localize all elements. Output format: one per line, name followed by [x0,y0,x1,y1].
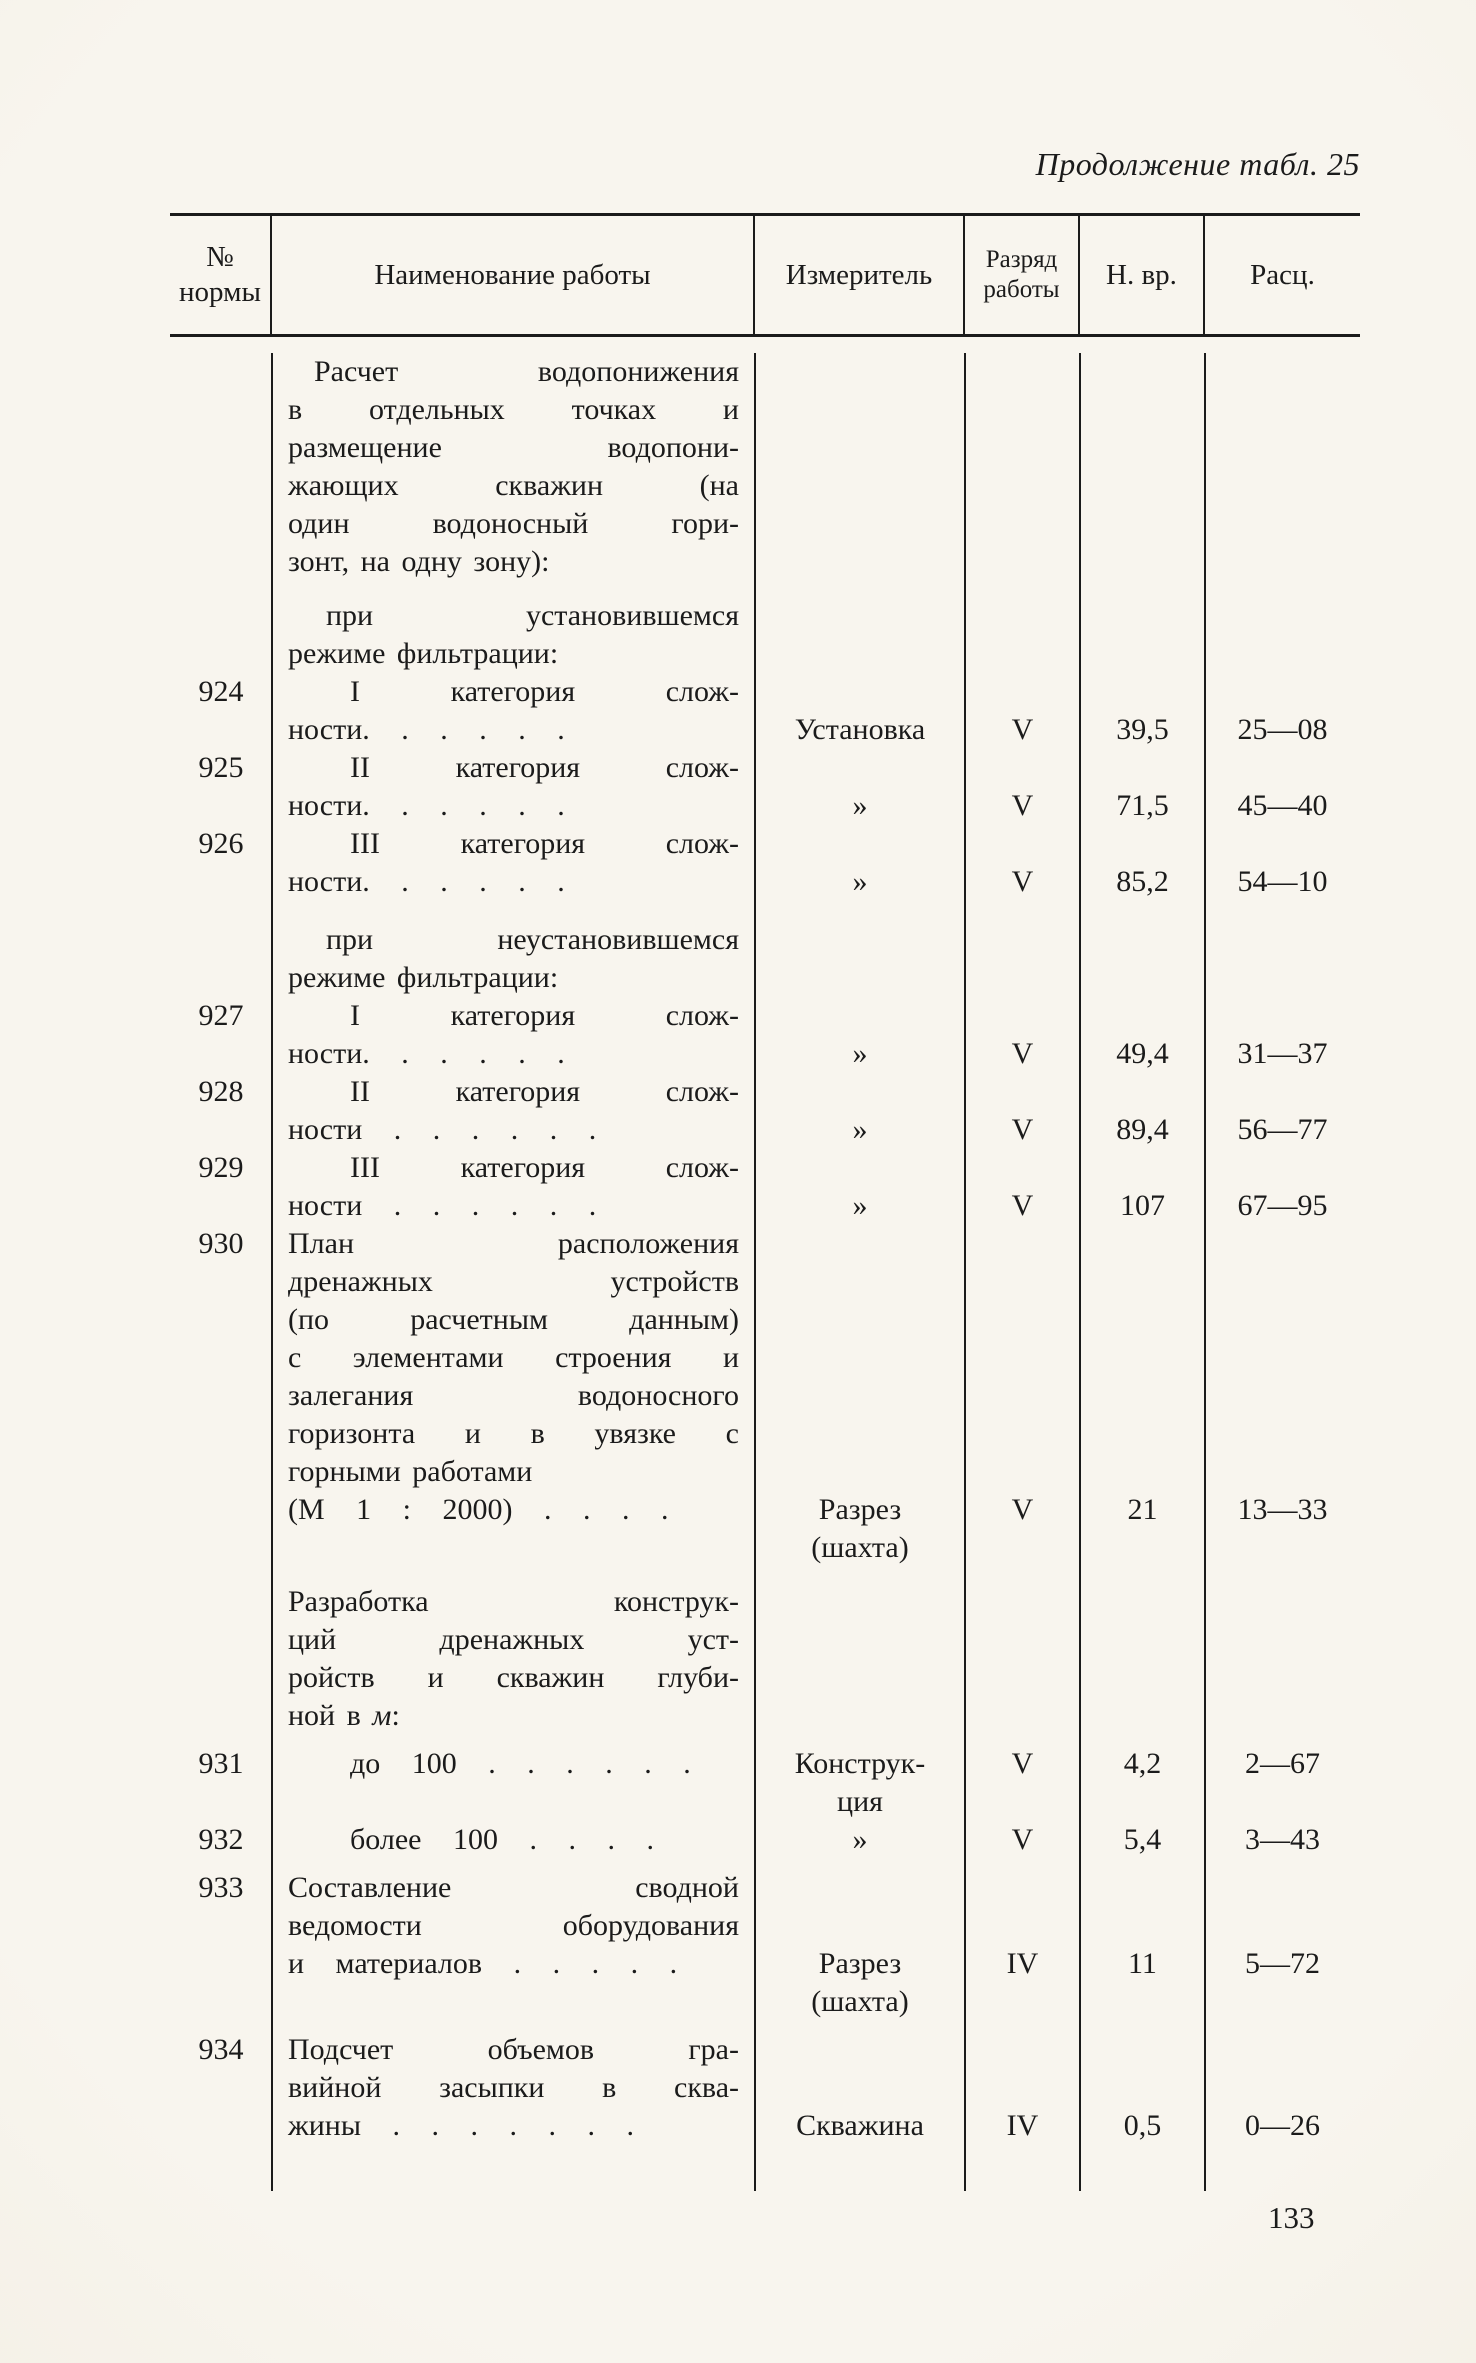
grade-cell: IV [1006,2109,1039,2142]
table-row [170,1149,1360,1225]
work-name [272,1073,755,1149]
norm-number: 928 [198,1075,244,1108]
work-name [272,1869,755,1983]
work-name-line: до 100 . . . . . . [350,1747,691,1780]
work-name-line: ций дренажных уст- [288,1623,739,1656]
norms-table [170,213,1360,2191]
work-name-line: более 100 . . . . [350,1823,654,1856]
time-cell: 85,2 [1116,865,1169,898]
header-norm-number-line2: нормы [179,276,261,308]
table-row [170,1073,1360,1149]
time-cell: 0,5 [1123,2109,1162,2142]
time-cell: 49,4 [1116,1037,1169,1070]
column-rule-3 [964,353,966,2191]
rate-cell: 67—95 [1237,1189,1328,1222]
work-name [272,921,755,997]
work-name [272,673,755,749]
grade-cell: V [1011,1823,1034,1856]
unit-line: (шахта) [811,1531,909,1564]
work-name-line: (М 1 : 2000) . . . . [288,1493,669,1526]
unit-line: Разрез [818,1947,902,1980]
unit-line: ция [837,1785,883,1818]
time-cell: 39,5 [1116,713,1169,746]
table-row [170,825,1360,901]
work-name-line: режиме фильтрации: [288,961,559,994]
work-name-line: горизонта и в увязке с [288,1417,739,1450]
unit-line: Скважина [796,2109,924,2142]
time-cell: 5,4 [1123,1823,1162,1856]
work-name-line: II категория слож- [350,1075,739,1108]
work-name [272,997,755,1073]
work-name [272,1745,755,1783]
ditto-mark: » [852,1037,868,1070]
page-number: 133 [1268,2200,1315,2235]
unit-cell [755,1491,965,1567]
header-time-norm-label: Н. вр. [1106,258,1177,291]
rate-cell: 13—33 [1237,1493,1328,1526]
work-name [272,825,755,901]
grade-cell: V [1011,1113,1034,1146]
work-name-line: ведомости оборудования [288,1909,739,1942]
rate-cell: 31—37 [1237,1037,1328,1070]
unit-cell [755,2107,965,2145]
time-cell: 4,2 [1123,1747,1162,1780]
work-name [272,1821,755,1859]
table-row [170,1869,1360,2021]
header-work-name-label: Наименование работы [374,258,651,291]
table-row-subheading [170,1583,1360,1735]
unit-cell [755,863,965,901]
time-cell: 71,5 [1116,789,1169,822]
column-rule-5 [1204,353,1206,2191]
unit-cell [755,787,965,825]
work-name [272,1225,755,1529]
work-name-line: размещение водопони- [288,431,739,464]
work-name-line: режиме фильтрации: [288,637,559,670]
norm-number: 927 [198,999,244,1032]
table-row-subheading [170,597,1360,673]
work-name-line: с элементами строения и [288,1341,739,1374]
rate-cell: 45—40 [1237,789,1328,822]
rate-cell: 25—08 [1237,713,1328,746]
work-name-line: Расчет водопонижения [314,355,739,388]
work-name-line: ности . . . . . . [288,1113,597,1146]
time-cell: 11 [1128,1947,1157,1980]
ditto-mark: » [852,789,868,822]
ditto-mark: » [852,1113,868,1146]
work-name-line: Разработка конструк- [288,1585,739,1618]
rate-cell: 0—26 [1245,2109,1320,2142]
norm-number: 934 [198,2033,244,2066]
work-name [272,749,755,825]
work-name-line: ройств и скважин глуби- [288,1661,739,1694]
norm-number: 925 [198,751,244,784]
work-name-line: III категория слож- [350,827,739,860]
norm-number: 926 [198,827,244,860]
unit-cell [755,1035,965,1073]
grade-cell: V [1011,1493,1034,1526]
table-continuation-caption: Продолжение табл. 25 [1035,146,1360,182]
table-row [170,1225,1360,1567]
work-name-line: в отдельных точках и [288,393,739,426]
rate-cell: 54—10 [1237,865,1328,898]
table-row-subheading [170,921,1360,997]
table-row [170,1745,1360,1821]
work-name-line: I категория слож- [350,999,739,1032]
header-time-norm [1080,216,1205,334]
work-name-line: II категория слож- [350,751,739,784]
header-rate-label: Расц. [1250,258,1315,291]
header-work-name [272,216,755,334]
grade-cell: V [1011,789,1034,822]
work-name-line [288,1697,739,1735]
time-cell: 21 [1127,1493,1158,1526]
grade-cell: V [1011,1189,1034,1222]
table-row [170,1821,1360,1859]
grade-cell: V [1011,865,1034,898]
time-cell: 107 [1120,1189,1165,1222]
column-rule-2 [754,353,756,2191]
work-name [272,1149,755,1225]
ditto-mark: » [852,865,868,898]
norm-number: 933 [198,1871,244,1904]
unit-cell [755,1187,965,1225]
table-row-intro [170,353,1360,581]
work-name [272,597,755,673]
work-name-line: ности. . . . . . [288,789,565,822]
unit-line: Установка [794,713,926,746]
work-name-line: вийной засыпки в сква- [288,2071,739,2104]
grade-cell: V [1011,1747,1034,1780]
header-rate [1205,216,1360,334]
unit-cell [755,1745,965,1821]
norm-number: 932 [198,1823,244,1856]
unit-cell [755,711,965,749]
unit-cell [755,1111,965,1149]
table-row [170,997,1360,1073]
work-name-line: жающих скважин (на [288,469,739,502]
work-name-line: при установившемся [326,599,739,632]
work-name-line: залегания водоносного [288,1379,739,1412]
unit-line: Конструк- [794,1747,926,1780]
work-name-line: Составление сводной [288,1871,739,1904]
header-grade-line2: работы [983,276,1060,303]
work-name-line: и материалов . . . . . [288,1947,678,1980]
work-name-line: зонт, на одну зону): [288,545,550,578]
work-name-line: План расположения [288,1227,739,1260]
header-norm-number-line1: № [206,241,234,273]
work-name-line: I категория слож- [350,675,739,708]
norm-number: 929 [198,1151,244,1184]
work-name-line: ности. . . . . . [288,1037,565,1070]
table-row [170,673,1360,749]
work-name-part: ной в [288,1699,373,1732]
rate-cell: 2—67 [1245,1747,1320,1780]
work-name [272,353,755,581]
header-measure-label: Измеритель [785,258,933,291]
norm-number: 930 [198,1227,244,1260]
table-row [170,749,1360,825]
table-row [170,2031,1360,2145]
unit-cell [755,1945,965,2021]
rate-cell: 5—72 [1245,1947,1320,1980]
work-name [272,2031,755,2145]
grade-cell: IV [1006,1947,1039,1980]
ditto-mark: » [852,1823,868,1856]
unit-line: Разрез [818,1493,902,1526]
work-name-line: горными работами [288,1455,533,1488]
header-measure [755,216,965,334]
unit-line: (шахта) [811,1985,909,2018]
norm-number: 931 [198,1747,244,1780]
rate-cell: 3—43 [1245,1823,1320,1856]
grade-cell: V [1011,713,1034,746]
work-name-line: Подсчет объемов гра- [288,2033,739,2066]
work-name-line: III категория слож- [350,1151,739,1184]
work-name [272,1583,755,1735]
work-name-line: ности. . . . . . [288,865,565,898]
norm-number: 924 [198,675,244,708]
work-name-line: при неустановившемся [326,923,739,956]
work-name-line: ности. . . . . . [288,713,565,746]
header-grade-line1: Разряд [985,246,1058,273]
work-name-line: один водоносный гори- [288,507,739,540]
work-name-line: дренажных устройств [288,1265,739,1298]
work-name-line: ности . . . . . . [288,1189,597,1222]
work-name-part: : [391,1699,400,1732]
column-rule-1 [271,353,273,2191]
column-rule-4 [1079,353,1081,2191]
header-norm-number [170,216,272,334]
time-cell: 89,4 [1116,1113,1169,1146]
table-header [170,213,1360,337]
ditto-mark: » [852,1189,868,1222]
grade-cell: V [1011,1037,1034,1070]
rate-cell: 56—77 [1237,1113,1328,1146]
work-name-line: (по расчетным данным) [288,1303,739,1336]
unit-cell [755,1821,965,1859]
work-name-part-italic: м [372,1699,392,1732]
work-name-line: жины . . . . . . . [288,2109,634,2142]
header-grade [965,216,1080,334]
table-body [170,353,1360,2191]
